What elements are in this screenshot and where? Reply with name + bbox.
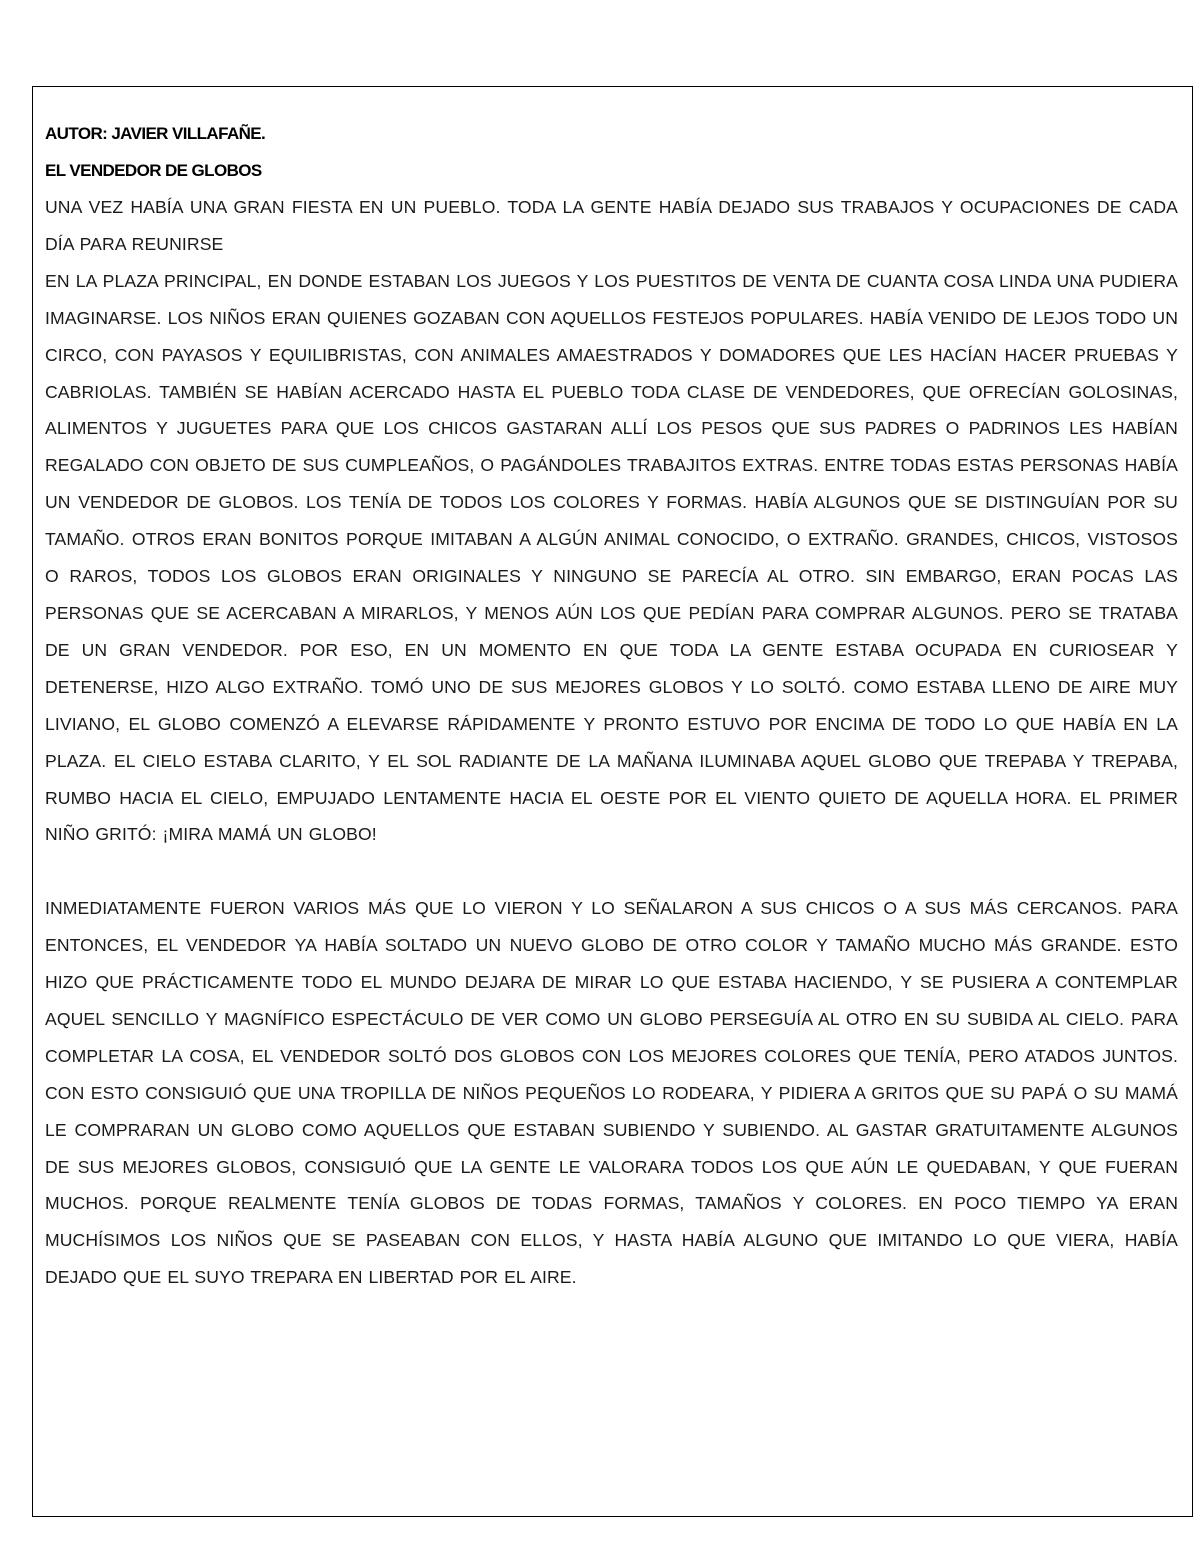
- paragraph-3: INMEDIATAMENTE FUERON VARIOS MÁS QUE LO VIERON Y LO SEÑALARON A SUS CHICOS O A SUS MÁS CERCANOS. PARA ENTONCES, EL VENDEDOR YA HABÍA SOLTADO UN NUEVO GLOBO DE OTRO COLOR Y TAMAÑO MUCHO MÁS GRANDE. ESTO HIZO QUE PRÁCTICAMENTE TODO EL MUNDO DEJARA DE MIRAR LO QUE ESTABA HACIENDO, Y SE PUSIERA A CONTEMPLAR AQUEL SENCILLO Y MAGNÍFICO ESPECTÁCULO DE VER COMO UN GLOBO PERSEGUÍA AL OTRO EN SU SUBIDA AL CIELO. PARA COMPLETAR LA COSA, EL VENDEDOR SOLTÓ DOS GLOBOS CON LOS MEJORES COLORES QUE TENÍA, PERO ATADOS JUNTOS. CON ESTO CONSIGUIÓ QUE UNA TROPILLA DE NIÑOS PEQUEÑOS LO RODEARA, Y PIDIERA A GRITOS QUE SU PAPÁ O SU MAMÁ LE COMPRARAN UN GLOBO COMO AQUELLOS QUE ESTABAN SUBIENDO Y SUBIENDO. AL GASTAR GRATUITAMENTE ALGUNOS DE SUS MEJORES GLOBOS, CONSIGUIÓ QUE LA GENTE LE VALORARA TODOS LOS QUE AÚN LE QUEDABAN, Y QUE FUERAN MUCHOS. PORQUE REALMENTE TENÍA GLOBOS DE TODAS FORMAS, TAMAÑOS Y COLORES. EN POCO TIEMPO YA ERAN MUCHÍSIMOS LOS NIÑOS QUE SE PASEABAN CON ELLOS, Y HASTA HABÍA ALGUNO QUE IMITANDO LO QUE VIERA, HABÍA DEJADO QUE EL SUYO TREPARA EN LIBERTAD POR EL AIRE.: [45, 898, 1178, 1288]
- document-body: [45, 115, 1178, 1296]
- paragraph-2: EN LA PLAZA PRINCIPAL, EN DONDE ESTABAN LOS JUEGOS Y LOS PUESTITOS DE VENTA DE CUANTA COSA LINDA UNA PUDIERA IMAGINARSE. LOS NIÑOS ERAN QUIENES GOZABAN CON AQUELLOS FESTEJOS POPULARES. HABÍA VENIDO DE LEJOS TODO UN CIRCO, CON PAYASOS Y EQUILIBRISTAS, CON ANIMALES AMAESTRADOS Y DOMADORES QUE LES HACÍAN HACER PRUEBAS Y CABRIOLAS. TAMBIÉN SE HABÍAN ACERCADO HASTA EL PUEBLO TODA CLASE DE VENDEDORES, QUE OFRECÍAN GOLOSINAS, ALIMENTOS Y JUGUETES PARA QUE LOS CHICOS GASTARAN ALLÍ LOS PESOS QUE SUS PADRES O PADRINOS LES HABÍAN REGALADO CON OBJETO DE SUS CUMPLEAÑOS, O PAGÁNDOLES TRABAJITOS EXTRAS. ENTRE TODAS ESTAS PERSONAS HABÍA UN VENDEDOR DE GLOBOS. LOS TENÍA DE TODOS LOS COLORES Y FORMAS. HABÍA ALGUNOS QUE SE DISTINGUÍAN POR SU TAMAÑO. OTROS ERAN BONITOS PORQUE IMITABAN A ALGÚN ANIMAL CONOCIDO, O EXTRAÑO. GRANDES, CHICOS, VISTOSOS O RAROS, TODOS LOS GLOBOS ERAN ORIGINALES Y NINGUNO SE PARECÍA AL OTRO. SIN EMBARGO, ERAN POCAS LAS PERSONAS QUE SE ACERCABAN A MIRARLOS, Y MENOS AÚN LOS QUE PEDÍAN PARA COMPRAR ALGUNOS. PERO SE TRATABA DE UN GRAN VENDEDOR. POR ESO, EN UN MOMENTO EN QUE TODA LA GENTE ESTABA OCUPADA EN CURIOSEAR Y DETENERSE, HIZO ALGO EXTRAÑO. TOMÓ UNO DE SUS MEJORES GLOBOS Y LO SOLTÓ. COMO ESTABA LLENO DE AIRE MUY LIVIANO, EL GLOBO COMENZÓ A ELEVARSE RÁPIDAMENTE Y PRONTO ESTUVO POR ENCIMA DE TODO LO QUE HABÍA EN LA PLAZA. EL CIELO ESTABA CLARITO, Y EL SOL RADIANTE DE LA MAÑANA ILUMINABA AQUEL GLOBO QUE TREPABA Y TREPABA, RUMBO HACIA EL CIELO, EMPUJADO LENTAMENTE HACIA EL OESTE POR EL VIENTO QUIETO DE AQUELLA HORA. EL PRIMER NIÑO GRITÓ: ¡MIRA MAMÁ UN GLOBO!: [45, 270, 1178, 845]
- author-line: AUTOR: JAVIER VILLAFAÑE.: [45, 124, 266, 143]
- paragraph-1: UNA VEZ HABÍA UNA GRAN FIESTA EN UN PUEBLO. TODA LA GENTE HABÍA DEJADO SUS TRABAJOS Y OCUPACIONES DE CADA DÍA PARA REUNIRSE: [45, 197, 1178, 254]
- paragraph-gap: [45, 853, 1178, 890]
- story-title: EL VENDEDOR DE GLOBOS: [45, 161, 262, 180]
